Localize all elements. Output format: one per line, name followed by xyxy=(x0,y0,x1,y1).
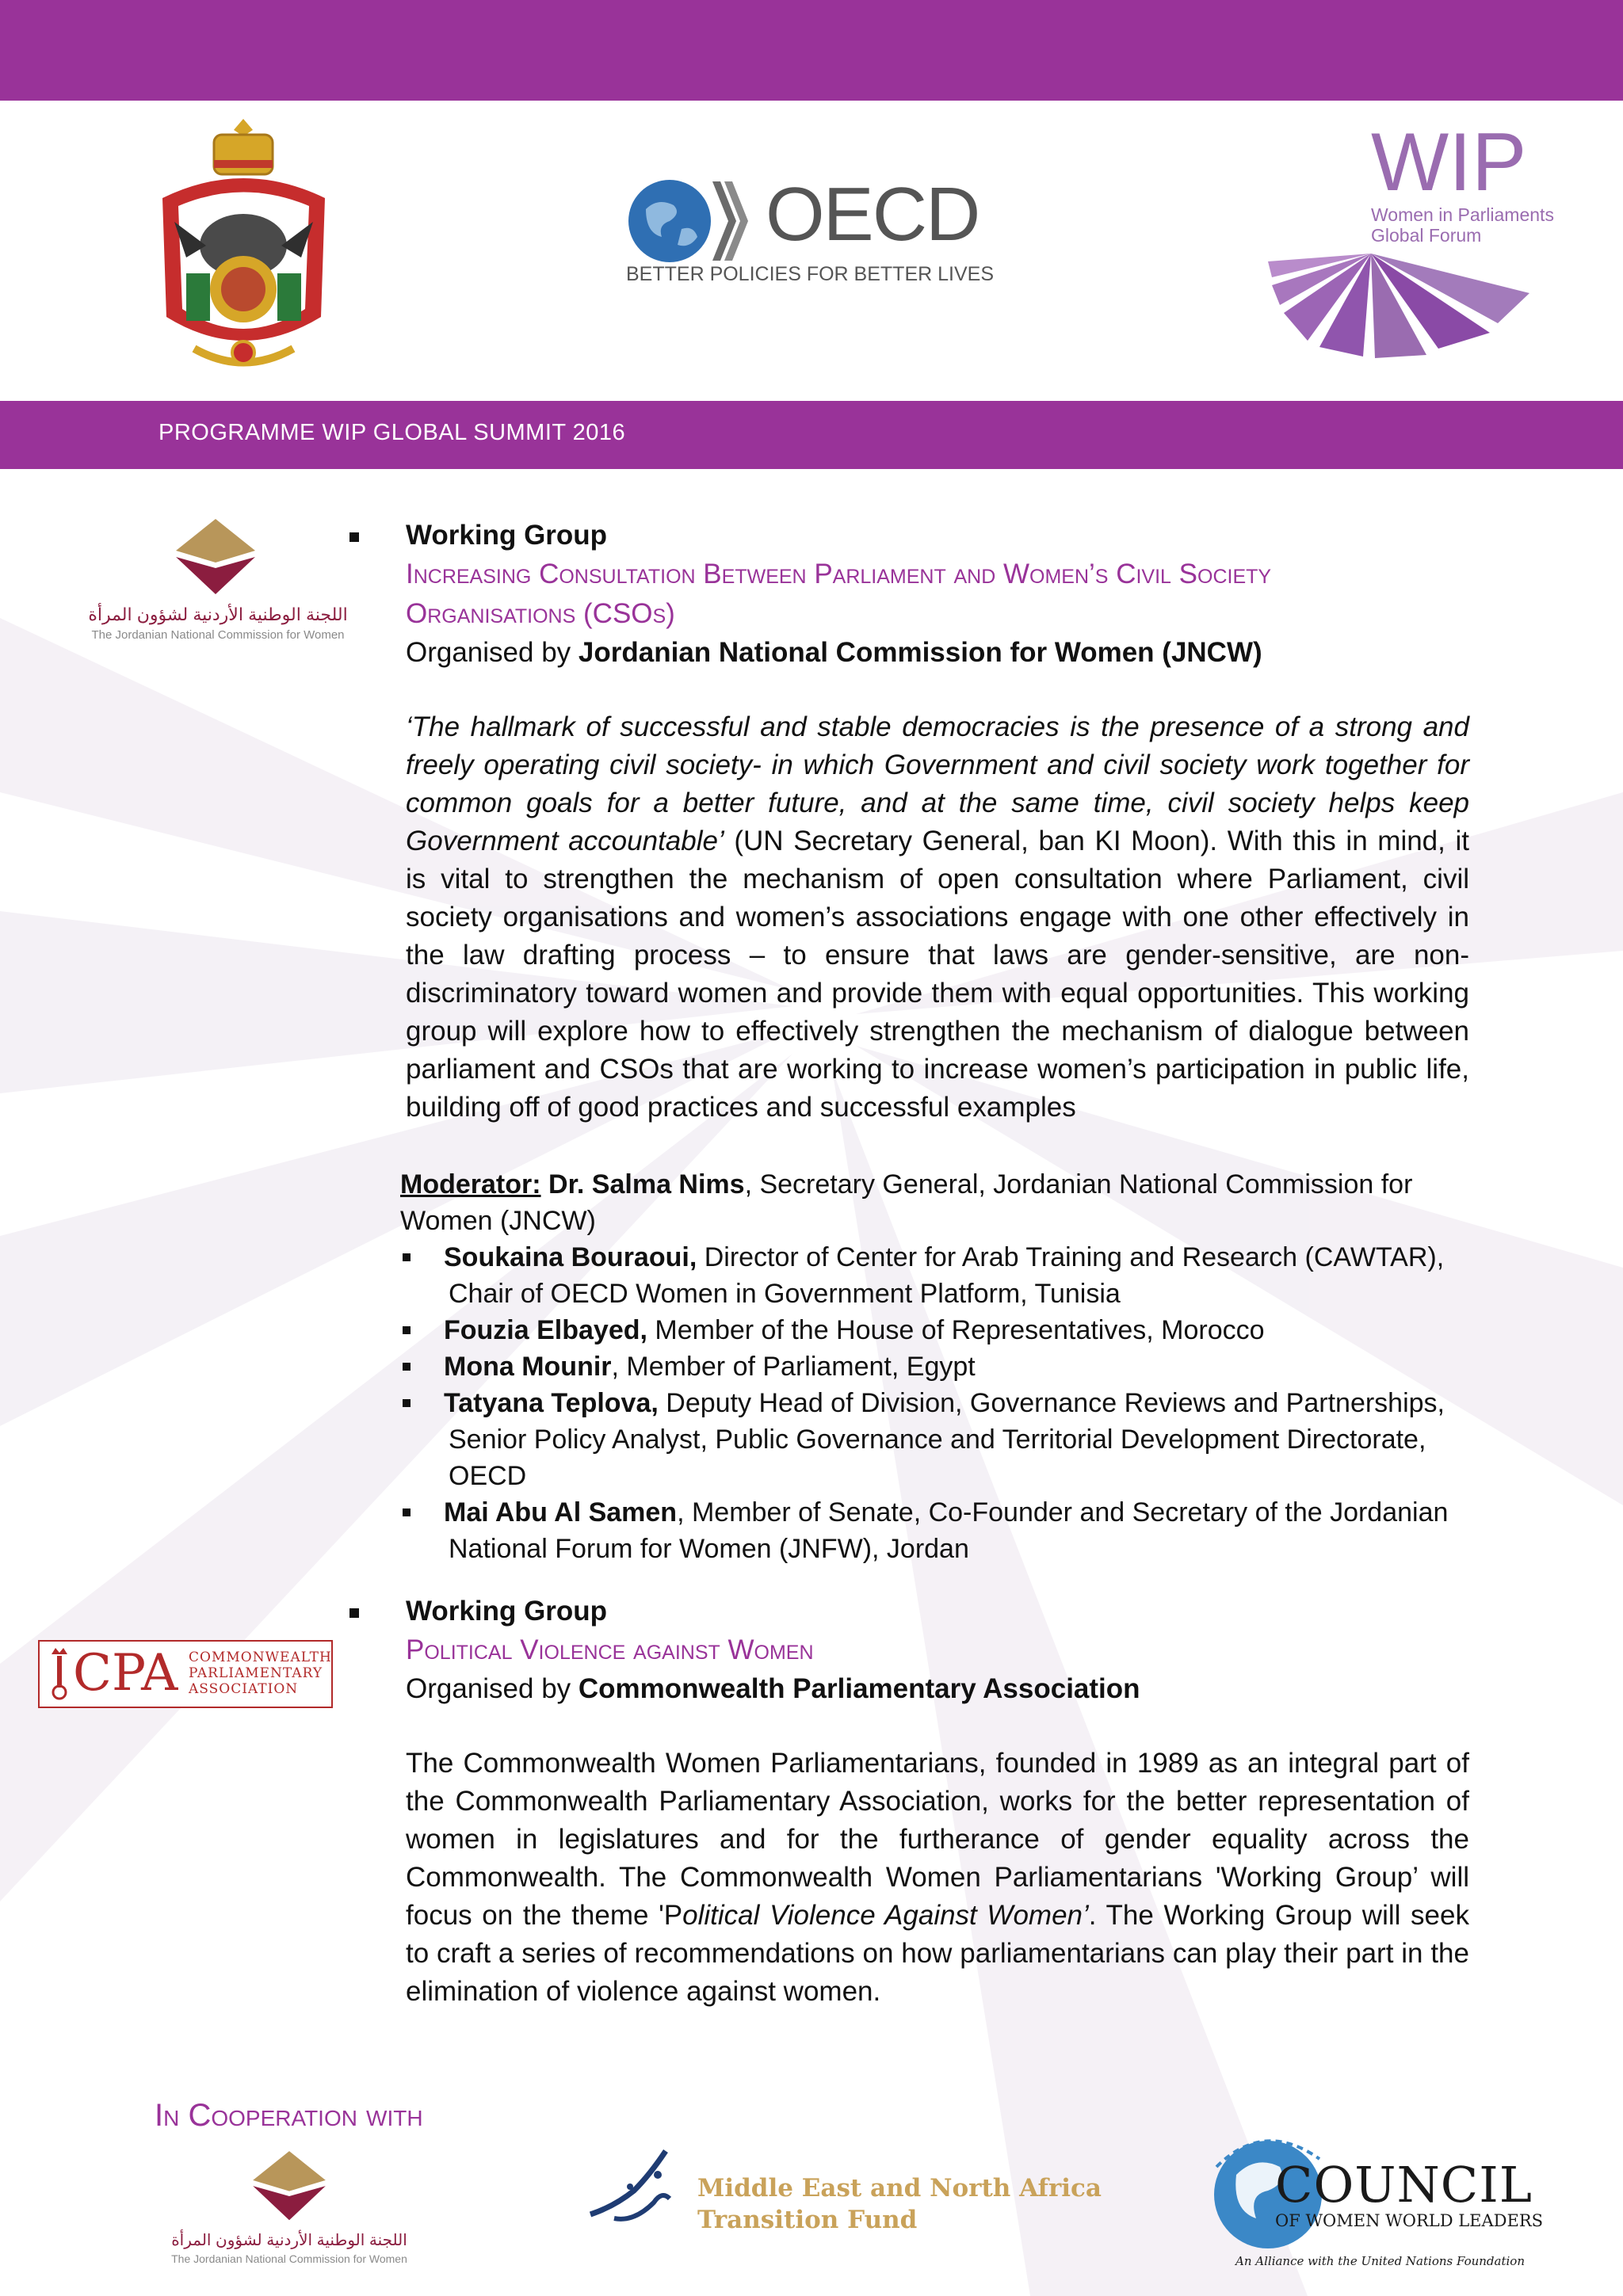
section2-organiser: Commonwealth Parliamentary Association xyxy=(578,1673,1140,1704)
speaker-name: Soukaina Bouraoui, xyxy=(444,1242,697,1272)
section2-heading: Working Group xyxy=(406,1596,608,1627)
section2-title: Political Violence against Women xyxy=(406,1634,814,1665)
section2-body xyxy=(406,1745,1469,2011)
programme-banner xyxy=(0,401,1623,469)
section1-title-line1: Increasing Consultation Between Parliament and Women’s Civil Society xyxy=(406,559,1272,589)
jncw-logo xyxy=(79,519,357,646)
jordan-coat-of-arms-logo xyxy=(139,111,349,380)
council-subtitle: OF WOMEN WORLD LEADERS xyxy=(1275,2211,1544,2230)
cpa-logo xyxy=(38,1640,333,1708)
programme-title: PROGRAMME WIP GLOBAL SUMMIT 2016 xyxy=(158,420,626,445)
section1-bullet xyxy=(349,532,359,542)
speaker-name: Mai Abu Al Samen xyxy=(444,1497,678,1527)
speaker-role: , Member of Parliament, Egypt xyxy=(611,1352,976,1382)
top-banner xyxy=(0,0,1623,101)
wip-fan-icon xyxy=(1252,222,1545,364)
section1-title-line2: Organisations (CSOs) xyxy=(406,598,675,629)
cpa-line3: ASSOCIATION xyxy=(189,1681,299,1697)
council-women-world-leaders-logo xyxy=(1209,2127,1573,2274)
jncw-diamond-icon xyxy=(168,519,263,598)
organised-by-label: Organised by xyxy=(406,637,579,668)
organised-by-label: Organised by xyxy=(406,1673,579,1704)
speaker-bullet xyxy=(403,1363,411,1371)
jncw-footer-arabic: اللجنة الوطنية الأردنية لشؤون المرأة xyxy=(171,2232,407,2249)
speaker-name: Tatyana Teplova, xyxy=(444,1388,659,1418)
speaker-bullet xyxy=(403,1399,411,1407)
crown-mace-icon xyxy=(48,1646,71,1702)
jncw-diamond-icon xyxy=(246,2151,333,2224)
section1-quote: ‘The hallmark of successful and stable democracies is the presence of a strong and freely operating civil society- in which Government and civil society work together for common goals for a better future, and at the same time, civil society helps keep Government accountable’ xyxy=(406,711,1469,856)
speaker-item xyxy=(444,1385,1490,1494)
council-tagline: An Alliance with the United Nations Foundation xyxy=(1235,2254,1525,2268)
speaker-name: Fouzia Elbayed, xyxy=(444,1315,647,1345)
wip-logo xyxy=(1252,116,1585,372)
globe-icon xyxy=(626,177,713,265)
wip-name: WIP xyxy=(1371,116,1527,208)
oecd-name: OECD xyxy=(766,172,980,257)
speaker-role-cont: Chair of OECD Women in Government Platform, Tunisia xyxy=(449,1279,1121,1309)
jncw-footer-logo xyxy=(151,2151,428,2270)
cooperation-heading: In Cooperation with xyxy=(155,2098,423,2133)
section1-body-text: (UN Secretary General, ban KI Moon). With this in mind, it is vital to strengthen the mechanism of open consultation where Parliament, civil society organisations and women’s associations engage with one other effectively in the law drafting process – to ensure that laws are gender-sensitive, are non-discriminatory toward women and provide them with equal opportunities. This working group will explore how to effectively strengthen the mechanism of dialogue between parliament and CSOs that are working to increase women’s participation in public life, building off of good practices and successful examples xyxy=(406,826,1469,1123)
moderator-name: Dr. Salma Nims xyxy=(540,1169,745,1199)
oecd-tagline: BETTER POLICIES FOR BETTER LIVES xyxy=(626,263,994,285)
wip-subtitle-2: Global Forum xyxy=(1371,225,1482,246)
mena-line2: Transition Fund xyxy=(697,2206,918,2234)
council-name: COUNCIL xyxy=(1275,2156,1533,2214)
wip-subtitle-1: Women in Parliaments xyxy=(1371,204,1554,225)
speaker-role: Member of the House of Representatives, Morocco xyxy=(647,1315,1265,1345)
section2-body-text: The Commonwealth Women Parliamentarians, founded in 1989 as an integral part of the Commonwealth Parliamentary Association, works for the better representation of women in legislatures and for the furtherance of gender equality across the Commonwealth. The Commonwealth Women Parliamentarians 'Working Group’ will focus on the theme 'P xyxy=(406,1748,1469,1931)
speaker-role-cont: National Forum for Women (JNFW), Jordan xyxy=(449,1534,969,1564)
section2-bullet xyxy=(349,1608,359,1618)
speaker-item xyxy=(444,1239,1490,1312)
section1-organiser: Jordanian National Commission for Women (JNCW) xyxy=(578,637,1262,668)
cpa-abbr: CPA xyxy=(73,1644,178,1703)
speaker-role: Director of Center for Arab Training and Research (CAWTAR), xyxy=(697,1242,1445,1272)
section1-header xyxy=(406,517,1469,672)
speaker-bullet xyxy=(403,1508,411,1516)
speaker-role: , Member of Senate, Co-Founder and Secretary of the Jordanian xyxy=(677,1497,1449,1527)
cpa-line2: PARLIAMENTARY xyxy=(189,1665,323,1681)
mena-line1: Middle East and North Africa xyxy=(697,2174,1102,2203)
jncw-footer-english: The Jordanian National Commission for Women xyxy=(171,2252,407,2265)
speaker-role-cont: OECD xyxy=(449,1461,527,1491)
section2-header xyxy=(406,1592,1469,1708)
speaker-item xyxy=(444,1494,1490,1567)
moderator-label: Moderator: xyxy=(400,1169,541,1199)
section1-organised xyxy=(406,634,1469,672)
speaker-role-cont: Senior Policy Analyst, Public Governance and Territorial Development Directorate, xyxy=(449,1425,1426,1455)
section1-heading: Working Group xyxy=(406,520,608,551)
speaker-item xyxy=(444,1348,1490,1385)
section2-body-italic: olitical Violence Against Women’ xyxy=(682,1900,1089,1931)
chevron-arrows-icon xyxy=(708,177,748,265)
moderator-block xyxy=(400,1166,1446,1239)
section2-body-text-end: . The Working Group will seek to craft a series of recommendations on how parliamentarians can play their part in the elimination of violence against women. xyxy=(406,1900,1469,2007)
mena-fund-name xyxy=(697,2172,1102,2236)
cpa-line1: COMMONWEALTH xyxy=(189,1650,332,1665)
jncw-english-name: The Jordanian National Commission for Women xyxy=(91,628,345,642)
jncw-arabic-name: اللجنة الوطنية الأردنية لشؤون المرأة xyxy=(88,605,348,624)
speaker-bullet xyxy=(403,1326,411,1334)
oecd-logo xyxy=(626,172,994,295)
moderator-role: , Secretary General, Jordanian National Commission for Women (JNCW) xyxy=(400,1169,1413,1236)
section1-body xyxy=(406,708,1469,1127)
speaker-item xyxy=(444,1312,1490,1348)
section2-organised xyxy=(406,1670,1469,1708)
speaker-name: Mona Mounir xyxy=(444,1352,612,1382)
speaker-role: Deputy Head of Division, Governance Reviews and Partnerships, xyxy=(658,1388,1445,1418)
calligraphy-emblem-icon xyxy=(582,2143,685,2230)
speaker-bullet xyxy=(403,1253,411,1261)
